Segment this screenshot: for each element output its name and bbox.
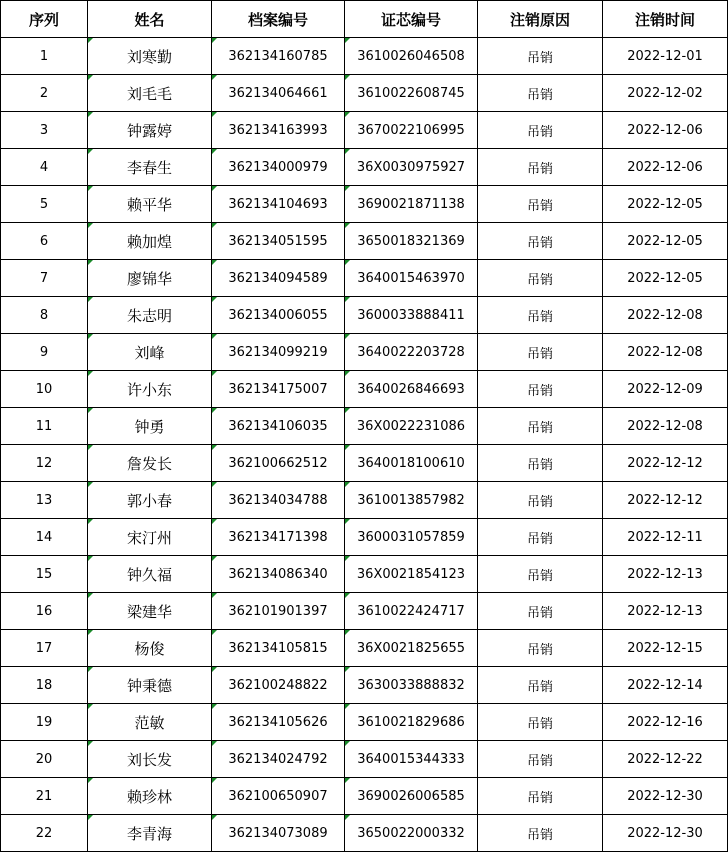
table-row [1,223,728,260]
cell-chip-number: 3650022000332 [345,815,478,852]
cell-reason: 吊销 [478,815,603,852]
table-row [1,334,728,371]
cell-date: 2022-12-12 [603,482,728,519]
cell-file-number: 362134006055 [212,297,345,334]
header-row [1,1,728,38]
cell-name: 刘毛毛 [88,75,212,112]
cell-date: 2022-12-15 [603,630,728,667]
cell-reason: 吊销 [478,741,603,778]
cell-index: 3 [1,112,88,149]
cell-name: 李春生 [88,149,212,186]
cell-reason: 吊销 [478,186,603,223]
cell-name: 赖平华 [88,186,212,223]
cell-date: 2022-12-12 [603,445,728,482]
cell-name: 钟秉德 [88,667,212,704]
cell-date: 2022-12-11 [603,519,728,556]
cell-chip-number: 36X0021854123 [345,556,478,593]
cell-index: 10 [1,371,88,408]
cell-name: 钟露婷 [88,112,212,149]
cell-date: 2022-12-05 [603,186,728,223]
cell-reason: 吊销 [478,260,603,297]
cell-index: 15 [1,556,88,593]
cell-index: 2 [1,75,88,112]
cell-reason: 吊销 [478,704,603,741]
cell-index: 11 [1,408,88,445]
cell-date: 2022-12-05 [603,260,728,297]
cell-file-number: 362101901397 [212,593,345,630]
cell-file-number: 362134034788 [212,482,345,519]
table-row [1,519,728,556]
cell-date: 2022-12-06 [603,112,728,149]
cell-name: 廖锦华 [88,260,212,297]
cell-index: 5 [1,186,88,223]
cell-name: 赖加煌 [88,223,212,260]
cell-index: 21 [1,778,88,815]
cell-date: 2022-12-06 [603,149,728,186]
cell-chip-number: 3640026846693 [345,371,478,408]
table-row [1,593,728,630]
cell-name: 刘寒勤 [88,38,212,75]
cell-date: 2022-12-13 [603,556,728,593]
cell-reason: 吊销 [478,112,603,149]
cell-chip-number: 36X0022231086 [345,408,478,445]
cell-date: 2022-12-13 [603,593,728,630]
cell-chip-number: 3600033888411 [345,297,478,334]
header-name: 姓名 [88,1,212,38]
cell-date: 2022-12-08 [603,334,728,371]
cell-index: 6 [1,223,88,260]
cell-chip-number: 3640018100610 [345,445,478,482]
cell-file-number: 362100248822 [212,667,345,704]
header-chip-number: 证芯编号 [345,1,478,38]
cell-index: 1 [1,38,88,75]
cell-reason: 吊销 [478,556,603,593]
cell-file-number: 362134024792 [212,741,345,778]
cell-file-number: 362134051595 [212,223,345,260]
cell-date: 2022-12-02 [603,75,728,112]
cell-chip-number: 3610013857982 [345,482,478,519]
cell-reason: 吊销 [478,38,603,75]
cell-chip-number: 36X0030975927 [345,149,478,186]
cell-reason: 吊销 [478,75,603,112]
cell-index: 19 [1,704,88,741]
cell-chip-number: 3640015463970 [345,260,478,297]
cell-name: 杨俊 [88,630,212,667]
cell-date: 2022-12-01 [603,38,728,75]
cell-name: 梁建华 [88,593,212,630]
cell-chip-number: 3640015344333 [345,741,478,778]
table-row [1,75,728,112]
table-row [1,260,728,297]
cell-reason: 吊销 [478,445,603,482]
cell-name: 刘峰 [88,334,212,371]
cell-file-number: 362134105626 [212,704,345,741]
table-row [1,408,728,445]
cell-file-number: 362134099219 [212,334,345,371]
table-body [1,38,728,852]
cell-chip-number: 3610026046508 [345,38,478,75]
cell-file-number: 362134104693 [212,186,345,223]
cell-name: 赖珍林 [88,778,212,815]
cell-index: 13 [1,482,88,519]
cell-reason: 吊销 [478,593,603,630]
cell-chip-number: 3640022203728 [345,334,478,371]
cell-index: 16 [1,593,88,630]
cell-chip-number: 3690021871138 [345,186,478,223]
cell-reason: 吊销 [478,149,603,186]
header-date: 注销时间 [603,1,728,38]
cell-file-number: 362134105815 [212,630,345,667]
cell-chip-number: 3600031057859 [345,519,478,556]
table-row [1,815,728,852]
cell-chip-number: 3610022608745 [345,75,478,112]
cell-name: 朱志明 [88,297,212,334]
cell-index: 12 [1,445,88,482]
cell-reason: 吊销 [478,482,603,519]
cell-date: 2022-12-09 [603,371,728,408]
table-row [1,38,728,75]
cell-file-number: 362134106035 [212,408,345,445]
header-file-number: 档案编号 [212,1,345,38]
table-row [1,482,728,519]
cell-index: 8 [1,297,88,334]
cell-file-number: 362134000979 [212,149,345,186]
table-row [1,186,728,223]
cell-index: 17 [1,630,88,667]
table-row [1,556,728,593]
table-row [1,297,728,334]
cell-index: 22 [1,815,88,852]
cell-date: 2022-12-05 [603,223,728,260]
cell-index: 9 [1,334,88,371]
cell-date: 2022-12-14 [603,667,728,704]
cell-name: 范敏 [88,704,212,741]
table-row [1,445,728,482]
cell-file-number: 362134073089 [212,815,345,852]
table-row [1,667,728,704]
cell-reason: 吊销 [478,667,603,704]
table-row [1,149,728,186]
cell-name: 钟久福 [88,556,212,593]
cell-name: 许小东 [88,371,212,408]
cell-file-number: 362134163993 [212,112,345,149]
cell-file-number: 362134086340 [212,556,345,593]
cell-reason: 吊销 [478,408,603,445]
cell-date: 2022-12-30 [603,778,728,815]
cell-date: 2022-12-30 [603,815,728,852]
cell-file-number: 362134171398 [212,519,345,556]
table-row [1,704,728,741]
cell-reason: 吊销 [478,297,603,334]
cell-reason: 吊销 [478,630,603,667]
cell-index: 20 [1,741,88,778]
cell-date: 2022-12-16 [603,704,728,741]
cell-reason: 吊销 [478,371,603,408]
cell-reason: 吊销 [478,519,603,556]
cell-index: 14 [1,519,88,556]
cell-chip-number: 3650018321369 [345,223,478,260]
table-row [1,630,728,667]
cell-chip-number: 3610022424717 [345,593,478,630]
table-row [1,371,728,408]
cell-chip-number: 3610021829686 [345,704,478,741]
cell-chip-number: 36X0021825655 [345,630,478,667]
cell-index: 7 [1,260,88,297]
cell-date: 2022-12-08 [603,297,728,334]
cell-name: 刘长发 [88,741,212,778]
cell-reason: 吊销 [478,334,603,371]
cell-name: 李青海 [88,815,212,852]
table-row [1,112,728,149]
header-reason: 注销原因 [478,1,603,38]
cell-date: 2022-12-22 [603,741,728,778]
cell-file-number: 362134160785 [212,38,345,75]
table-row [1,778,728,815]
cell-file-number: 362134175007 [212,371,345,408]
cell-file-number: 362100650907 [212,778,345,815]
cell-reason: 吊销 [478,778,603,815]
cell-chip-number: 3630033888832 [345,667,478,704]
cell-chip-number: 3670022106995 [345,112,478,149]
cell-name: 钟勇 [88,408,212,445]
cell-reason: 吊销 [478,223,603,260]
cell-file-number: 362134064661 [212,75,345,112]
cell-file-number: 362134094589 [212,260,345,297]
cell-chip-number: 3690026006585 [345,778,478,815]
cell-name: 郭小春 [88,482,212,519]
cell-index: 4 [1,149,88,186]
cell-index: 18 [1,667,88,704]
cell-date: 2022-12-08 [603,408,728,445]
header-index: 序列 [1,1,88,38]
cell-name: 宋汀州 [88,519,212,556]
table-row [1,741,728,778]
cell-name: 詹发长 [88,445,212,482]
cell-file-number: 362100662512 [212,445,345,482]
